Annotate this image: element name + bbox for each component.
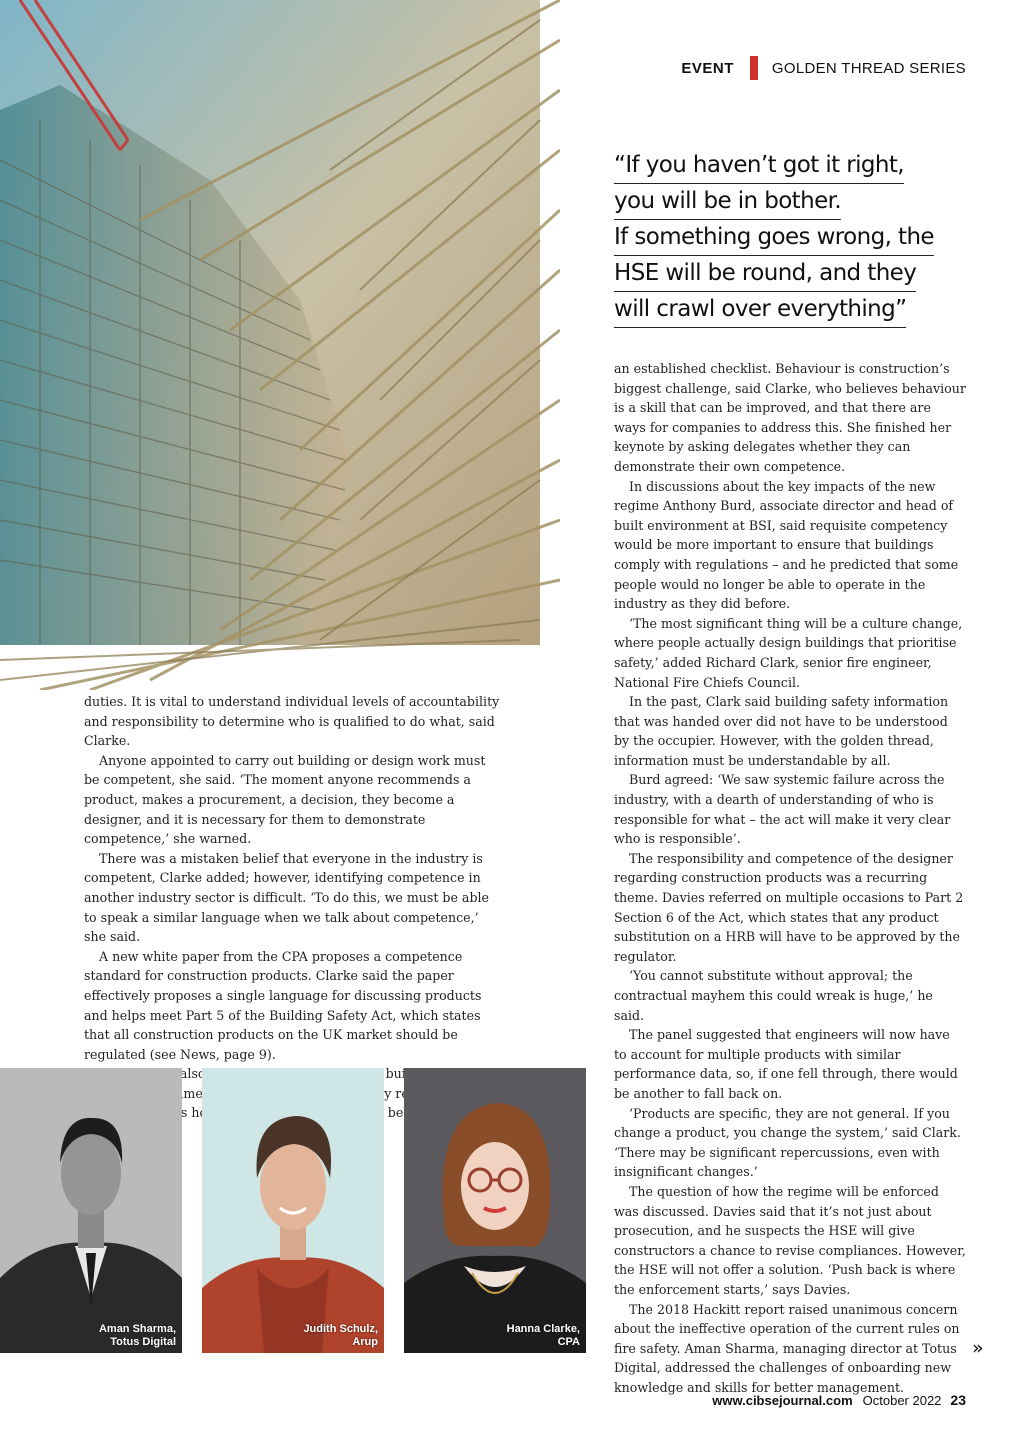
paragraph: ‘Products are specific, they are not general. If you change a product, you change the system,’ said Clark. ‘There may be significant repercussions, even with insignificant changes.’	[614, 1105, 961, 1180]
paragraph: ‘You cannot substitute without approval; the contractual mayhem this could wreak is huge,’ he said.	[614, 968, 933, 1023]
paragraph: ‘The most significant thing will be a culture change, where people actually design buildings that prioritise safety,’ added Richard Clark, senior fire engineer, National Fire Chiefs Council.	[614, 615, 963, 690]
pull-quote	[614, 150, 954, 330]
caption-name: Hanna Clarke,	[506, 1323, 580, 1335]
paragraph: duties. It is vital to understand individual levels of accountability and responsibility to determine who is qualified to do what, said Clarke.	[84, 694, 500, 749]
paragraph: In discussions about the key impacts of the new regime Anthony Burd, associate director and head of built environment at BSI, said requisite competency would be more important to ensure that buildings comply with regulations – and he predicted that some people would no longer be able to operate in the industry as they did before.	[614, 478, 959, 612]
footer-site-link[interactable]: www.cibsejournal.com	[712, 1393, 853, 1408]
caption-org: Totus Digital	[110, 1336, 176, 1348]
paragraph: The responsibility and competence of the designer regarding construction products was a recurring theme. Davies referred on multiple occasions to Part 2 Section 6 of the Act, which states that any product substitution on a HRB will have to be approved by the regulator.	[614, 850, 964, 964]
article-column-right	[614, 359, 966, 1397]
double-chevron-right-icon: »	[972, 1337, 984, 1359]
series-label: GOLDEN THREAD SERIES	[771, 59, 966, 77]
footer-date: October 2022	[862, 1393, 942, 1408]
pull-quote-line: “If you haven’t got it right,	[614, 150, 904, 184]
paragraph: The panel suggested that engineers will now have to account for multiple products with similar performance data, so, if one fell through, there would be another to fall back on.	[614, 1027, 958, 1101]
page-footer	[712, 1392, 966, 1408]
pull-quote-line: will crawl over everything”	[614, 294, 906, 328]
pull-quote-line: you will be in bother.	[614, 186, 841, 220]
caption-org: CPA	[557, 1336, 580, 1348]
page-number: 23	[950, 1392, 966, 1408]
paragraph: The question of how the regime will be enforced was discussed. Davies said that it’s not just about prosecution, and he suspects the HSE will give constructors a chance to revise compliances. However, the HSE will not offer a solution. ‘Push back is where the enforcement starts,’ says Davies.	[614, 1183, 966, 1297]
hero-image	[0, 0, 560, 690]
paragraph: an established checklist. Behaviour is construction’s biggest challenge, said Clarke, who believes behaviour is a skill that can be improved, and that there are ways for companies to address this. She finished her keynote by asking delegates whether they can demonstrate their own competence.	[614, 361, 966, 474]
caption-name: Judith Schulz,	[303, 1323, 378, 1335]
section-label: EVENT	[681, 59, 734, 77]
paragraph: Burd agreed: ‘We saw systemic failure across the industry, with a dearth of understanding of who is responsible for what – the act will make it very clear who is responsible’.	[614, 772, 951, 847]
header-divider-bar	[750, 56, 758, 80]
paragraph: A new white paper from the CPA proposes a competence standard for construction products. Clarke said the paper effectively proposes a single language for discussing products and helps meet Part 5 of the Building Safety Act, which states that all construction products on the UK market should be regulated (see News, page 9).	[84, 948, 482, 1062]
section-header	[681, 56, 966, 80]
paragraph: In the past, Clark said building safety information that was handed over did not have to be understood by the occupier. However, with the golden thread, information must be understandable by all.	[614, 694, 949, 768]
paragraph: Anyone appointed to carry out building or design work must be competent, she said. ‘The moment anyone recommends a product, makes a procurement, a decision, they become a designer, and it is necessary for them to demonstrate competence,’ she warned.	[84, 752, 486, 847]
caption-name: Aman Sharma,	[98, 1323, 176, 1335]
paragraph: The 2018 Hackitt report raised unanimous concern about the ineffective operation of the current rules on fire safety. Aman Sharma, managing director at Totus Digital, addressed the challenges of onboarding new knowledge and skills for better management.	[614, 1301, 960, 1395]
caption-org: Arup	[352, 1336, 378, 1348]
pull-quote-line: If something goes wrong, the	[614, 222, 934, 256]
paragraph: also	[179, 1066, 206, 1082]
portrait-aman-sharma	[0, 1068, 182, 1353]
pull-quote-line: HSE will be round, and they	[614, 258, 916, 292]
paragraph: There was a mistaken belief that everyone in the industry is competent, Clarke added; however, identifying competence in another industry sector is difficult. ‘To do this, we must be able to speak a similar language when we talk about competence,’ she said.	[84, 850, 489, 945]
portrait-hanna-clarke	[404, 1068, 586, 1353]
portrait-judith-schulz	[202, 1068, 384, 1353]
